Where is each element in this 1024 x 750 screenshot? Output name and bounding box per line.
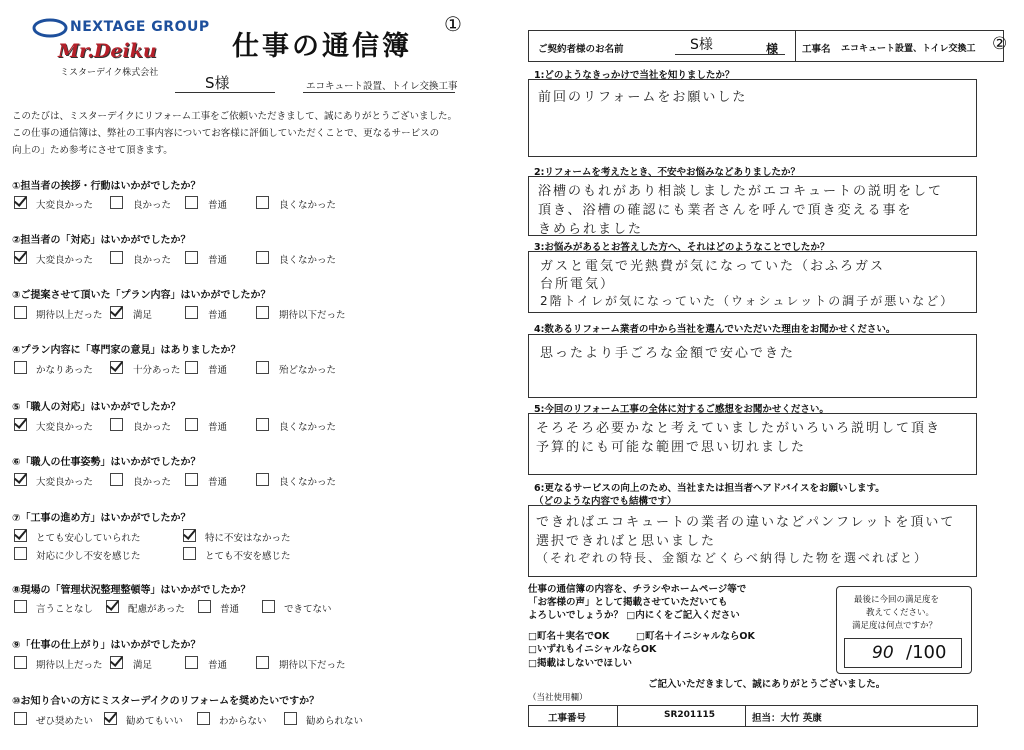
q10-option-4-checkbox[interactable] bbox=[284, 712, 297, 725]
satisfaction-text-2: 教えてください。 bbox=[866, 608, 935, 618]
q2-option-1: 大変良かった bbox=[36, 255, 94, 266]
q2-option-4: 良くなかった bbox=[279, 255, 337, 266]
q3-option-4: 期待以下だった bbox=[279, 310, 346, 321]
q1-option-1-checkbox[interactable] bbox=[14, 196, 27, 209]
consent-line-2: 「お客様の声」として掲載させていただいても bbox=[528, 597, 728, 608]
group-logo-text: NEXTAGE GROUP bbox=[70, 19, 210, 35]
sama-label: 様 bbox=[766, 42, 779, 56]
q8-option-2: 配慮があった bbox=[128, 604, 185, 615]
q4-option-3-checkbox[interactable] bbox=[185, 361, 198, 374]
q10-option-1-checkbox[interactable] bbox=[14, 712, 27, 725]
q3-option-2: 満足 bbox=[133, 310, 153, 321]
q6-option-3-checkbox[interactable] bbox=[185, 473, 198, 486]
consent-line-3: よろしいでしょうか？ □内にくをご記入ください bbox=[528, 610, 740, 621]
satisfaction-text-3: 満足度は何点ですか？ bbox=[852, 621, 938, 631]
page-number-1: ① bbox=[444, 12, 462, 36]
q6-option-1: 大変良かった bbox=[36, 477, 94, 488]
question-5: ⑤「職人の対応」はいかがでしたか？ bbox=[12, 402, 181, 413]
customer-name: S様 bbox=[205, 74, 230, 92]
question-9: ⑨「仕事の仕上がり」はいかがでしたか？ bbox=[12, 640, 201, 651]
question-4: ④プラン内容に「専門家の意見」はありましたか？ bbox=[12, 345, 241, 356]
r-question-1: 1:どのようなきっかけで当社を知りましたか？ bbox=[534, 70, 735, 81]
answer-3-line-3: 2階トイレが気になっていた（ウォシュレットの調子が悪いなど） bbox=[540, 294, 955, 308]
answer-2-line-3: きめられました bbox=[538, 222, 644, 237]
q8-option-1: 言うことなし bbox=[36, 604, 94, 615]
q1-option-2-checkbox[interactable] bbox=[110, 196, 123, 209]
question-10: ⑩お知り合いの方にミスターデイクのリフォームを奨めたいですか？ bbox=[12, 696, 320, 707]
consent-line-1: 仕事の通信簿の内容を、チラシやホームページ等で bbox=[528, 584, 747, 595]
q3-option-4-checkbox[interactable] bbox=[256, 306, 269, 319]
q1-option-4-checkbox[interactable] bbox=[256, 196, 269, 209]
answer-1: 前回のリフォームをお願いした bbox=[538, 90, 748, 105]
q5-option-3-checkbox[interactable] bbox=[185, 418, 198, 431]
r-question-2: 2:リフォームを考えたとき、不安やお悩みなどありましたか？ bbox=[534, 167, 801, 178]
q8-option-2-checkbox[interactable] bbox=[106, 600, 119, 613]
r-question-4: 4:数あるリフォーム業者の中から当社を選んでいただいた理由をお聞かせください。 bbox=[534, 324, 896, 335]
q2-option-3-checkbox[interactable] bbox=[185, 251, 198, 264]
q2-option-2: 良かった bbox=[133, 255, 172, 266]
work-value: エコキュート設置、トイレ交換工 bbox=[841, 44, 976, 54]
q9-option-4: 期待以下だった bbox=[279, 660, 346, 671]
q9-option-1-checkbox[interactable] bbox=[14, 656, 27, 669]
q5-option-1: 大変良かった bbox=[36, 422, 94, 433]
work-label: 工事名 bbox=[802, 44, 831, 55]
answer-3-line-1: ガスと電気で光熱費が気になっていた（おふろガス bbox=[540, 259, 886, 274]
intro-line-2: この仕事の通信簿は、弊社の工事内容についてお客様に評価していただくことで、更なるサービスの bbox=[12, 128, 440, 139]
q6-option-3: 普通 bbox=[208, 477, 228, 488]
work-number-label: 工事番号 bbox=[548, 713, 587, 724]
question-6: ⑥「職人の仕事姿勢」はいかがでしたか？ bbox=[12, 457, 201, 468]
work-name: エコキュート設置、トイレ交換工事 bbox=[306, 81, 458, 92]
nextage-logo bbox=[32, 16, 237, 40]
consent-option-1[interactable]: □町名＋実名でOK bbox=[528, 631, 610, 642]
q8-option-3: 普通 bbox=[220, 604, 240, 615]
q2-option-4-checkbox[interactable] bbox=[256, 251, 269, 264]
q8-option-1-checkbox[interactable] bbox=[14, 600, 27, 613]
answer-6-line-1: できればエコキュートの業者の違いなどパンフレットを頂いて bbox=[536, 515, 956, 530]
office-use-label: （当社使用欄） bbox=[528, 693, 588, 703]
company-name: ミスターデイク株式会社 bbox=[60, 68, 159, 78]
q7-option-2-checkbox[interactable] bbox=[183, 529, 196, 542]
q5-option-3: 普通 bbox=[208, 422, 228, 433]
q10-option-2-checkbox[interactable] bbox=[104, 712, 117, 725]
work-number-value: SR201115 bbox=[664, 710, 715, 720]
page-number-2: ② bbox=[992, 34, 1008, 54]
q5-option-4: 良くなかった bbox=[279, 422, 337, 433]
q7-option-1: とても安心していられた bbox=[36, 533, 141, 544]
q5-option-1-checkbox[interactable] bbox=[14, 418, 27, 431]
q7-option-3-checkbox[interactable] bbox=[14, 547, 27, 560]
q2-option-2-checkbox[interactable] bbox=[110, 251, 123, 264]
q9-option-2: 満足 bbox=[133, 660, 153, 671]
q4-option-1-checkbox[interactable] bbox=[14, 361, 27, 374]
q10-option-3-checkbox[interactable] bbox=[197, 712, 210, 725]
question-7: ⑦「工事の進め方」はいかがでしたか？ bbox=[12, 513, 191, 524]
question-3: ③ご提案させて頂いた「プラン内容」はいかがでしたか？ bbox=[12, 290, 271, 301]
q10-option-3: わからない bbox=[219, 716, 267, 727]
q5-option-2-checkbox[interactable] bbox=[110, 418, 123, 431]
q6-option-1-checkbox[interactable] bbox=[14, 473, 27, 486]
q3-option-3-checkbox[interactable] bbox=[185, 306, 198, 319]
q1-option-4: 良くなかった bbox=[279, 200, 337, 211]
q4-option-4-checkbox[interactable] bbox=[256, 361, 269, 374]
q10-option-4: 勧められない bbox=[306, 716, 364, 727]
name-label: ご契約者様のお名前 bbox=[538, 44, 624, 55]
answer-4: 思ったより手ごろな金額で安心できた bbox=[540, 346, 796, 361]
q5-option-2: 良かった bbox=[133, 422, 172, 433]
q8-option-4-checkbox[interactable] bbox=[262, 600, 275, 613]
q10-option-2: 勧めてもいい bbox=[126, 716, 184, 727]
intro-line-3: 向上の」ため参考にさせて頂きます。 bbox=[12, 145, 173, 156]
score-max: /100 bbox=[906, 642, 947, 663]
intro-line-1: このたびは、ミスターデイクにリフォーム工事をご依頼いただきまして、誠にありがとうございました。 bbox=[12, 111, 457, 122]
q7-option-1-checkbox[interactable] bbox=[14, 529, 27, 542]
q6-option-2-checkbox[interactable] bbox=[110, 473, 123, 486]
q7-option-2: 特に不安はなかった bbox=[205, 533, 291, 544]
q3-option-1: 期待以上だった bbox=[36, 310, 103, 321]
q4-option-3: 普通 bbox=[208, 365, 228, 376]
answer-3-line-2: 台所電気） bbox=[540, 277, 616, 292]
r-question-6-note: （どのような内容でも結構です） bbox=[534, 496, 677, 507]
staff-name: 担当：大竹 英康 bbox=[752, 713, 822, 724]
q1-option-3: 普通 bbox=[208, 200, 228, 211]
answer-6-line-2: 選択できればと思いました bbox=[536, 534, 717, 549]
brand-logo: Mr.Deiku bbox=[58, 40, 157, 62]
answer-5-line-2: 予算的にも可能な範囲で思い切れました bbox=[536, 440, 807, 455]
q1-option-1: 大変良かった bbox=[36, 200, 94, 211]
consent-option-2[interactable]: □町名＋イニシャルならOK bbox=[636, 631, 755, 642]
q7-option-4-checkbox[interactable] bbox=[183, 547, 196, 560]
q9-option-2-checkbox[interactable] bbox=[110, 656, 123, 669]
q7-option-3: 対応に少し不安を感じた bbox=[36, 551, 141, 562]
answer-5-line-1: そろそろ必要かなと考えていましたがいろいろ説明して頂き bbox=[536, 421, 942, 436]
question-1: ①担当者の挨拶・行動はいかがでしたか？ bbox=[12, 181, 201, 192]
q4-option-4: 殆どなかった bbox=[279, 365, 337, 376]
q8-option-3-checkbox[interactable] bbox=[198, 600, 211, 613]
q9-option-3: 普通 bbox=[208, 660, 228, 671]
question-8: ⑧現場の「管理状況整理整頓等」はいかがでしたか？ bbox=[12, 585, 251, 596]
q9-option-3-checkbox[interactable] bbox=[185, 656, 198, 669]
q2-option-1-checkbox[interactable] bbox=[14, 251, 27, 264]
q6-option-4: 良くなかった bbox=[279, 477, 337, 488]
q9-option-1: 期待以上だった bbox=[36, 660, 103, 671]
q6-option-2: 良かった bbox=[133, 477, 172, 488]
consent-option-4[interactable]: □掲載はしないでほしい bbox=[528, 658, 632, 669]
name-value: S様 bbox=[690, 37, 713, 53]
r-question-5: 5:今回のリフォーム工事の全体に対するご感想をお聞かせください。 bbox=[534, 404, 829, 415]
page-title: 仕事の通信簿 bbox=[232, 31, 412, 62]
q6-option-4-checkbox[interactable] bbox=[256, 473, 269, 486]
answer-6-line-3: （それぞれの特長、金額などくらべ納得した物を選べればと） bbox=[536, 551, 929, 565]
q8-option-4: できてない bbox=[284, 604, 332, 615]
answer-2-line-1: 浴槽のもれがあり相談しましたがエコキュートの説明をして bbox=[538, 184, 944, 199]
q3-option-2-checkbox[interactable] bbox=[110, 306, 123, 319]
q3-option-3: 普通 bbox=[208, 310, 228, 321]
q4-option-2: 十分あった bbox=[133, 365, 181, 376]
q7-option-4: とても不安を感じた bbox=[205, 551, 291, 562]
thanks-text: ご記入いただきまして、誠にありがとうございました。 bbox=[648, 679, 886, 690]
score-value: 90 bbox=[872, 643, 894, 663]
q4-option-2-checkbox[interactable] bbox=[110, 361, 123, 374]
q5-option-4-checkbox[interactable] bbox=[256, 418, 269, 431]
q1-option-2: 良かった bbox=[133, 200, 172, 211]
q4-option-1: かなりあった bbox=[36, 365, 93, 376]
q2-option-3: 普通 bbox=[208, 255, 228, 266]
answer-2-line-2: 頂き、浴槽の確認にも業者さんを呼んで頂き変える事を bbox=[538, 203, 913, 218]
q9-option-4-checkbox[interactable] bbox=[256, 656, 269, 669]
question-2: ②担当者の「対応」はいかがでしたか？ bbox=[12, 235, 191, 246]
consent-option-3[interactable]: □いずれもイニシャルならOK bbox=[528, 644, 657, 655]
r-question-3: 3:お悩みがあるとお答えした方へ、それはどのようなことでしたか？ bbox=[534, 242, 830, 253]
q10-option-1: ぜひ奨めたい bbox=[36, 716, 94, 727]
q3-option-1-checkbox[interactable] bbox=[14, 306, 27, 319]
q1-option-3-checkbox[interactable] bbox=[185, 196, 198, 209]
r-question-6: 6:更なるサービスの向上のため、当社または担当者へアドバイスをお願いします。 bbox=[534, 483, 885, 494]
satisfaction-text-1: 最後に今回の満足度を bbox=[854, 595, 940, 605]
